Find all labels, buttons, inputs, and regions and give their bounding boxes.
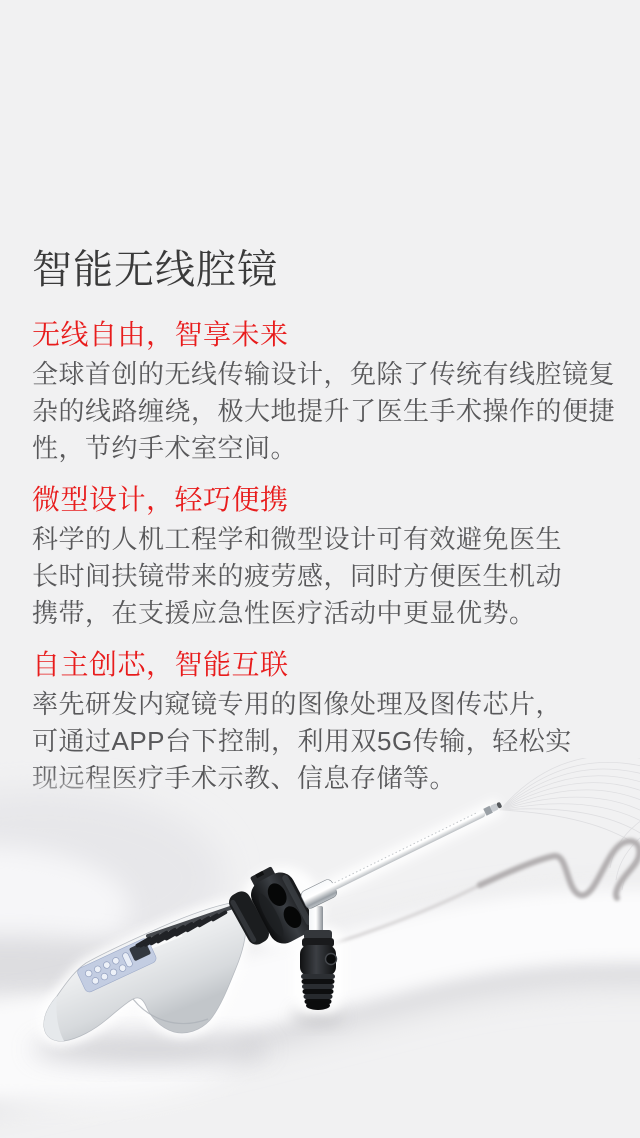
connector-port <box>326 954 337 965</box>
paragraph-line: 长时间扶镜带来的疲劳感，同时方便医生机动 <box>32 561 563 591</box>
section-paragraph <box>32 356 616 467</box>
connector-ribs <box>301 974 335 1004</box>
wireless-endoscope-product-photo <box>0 758 640 1138</box>
section-heading: 微型设计，轻巧便携 <box>32 484 289 515</box>
paragraph-line: 可通过APP台下控制，利用双5G传输，轻松实 <box>32 726 572 756</box>
section-heading: 自主创芯，智能互联 <box>32 649 289 680</box>
paragraph-line: 全球首创的无线传输设计，免除了传统有线腔镜复 <box>32 359 616 389</box>
paragraph-line: 率先研发内窥镜专用的图像处理及图传芯片， <box>32 689 563 719</box>
section-heading: 无线自由，智享未来 <box>32 319 289 350</box>
page-title: 智能无线腔镜 <box>32 248 278 292</box>
product-image <box>0 758 640 1138</box>
paragraph-line: 性，节约手术室空间。 <box>32 433 298 463</box>
section-paragraph <box>32 521 616 632</box>
paragraph-line: 科学的人机工程学和微型设计可有效避免医生 <box>32 524 563 554</box>
cable-connector <box>300 930 337 1010</box>
feature-section-compact <box>32 483 616 632</box>
paragraph-line: 杂的线路缠绕，极大地提升了医生手术操作的便捷 <box>32 396 616 426</box>
paragraph-line: 携带，在支援应急性医疗活动中更显优势。 <box>32 598 536 628</box>
paragraph-line: 现远程医疗手术示教、信息存储等。 <box>32 763 457 793</box>
feature-section-wireless <box>32 318 616 467</box>
